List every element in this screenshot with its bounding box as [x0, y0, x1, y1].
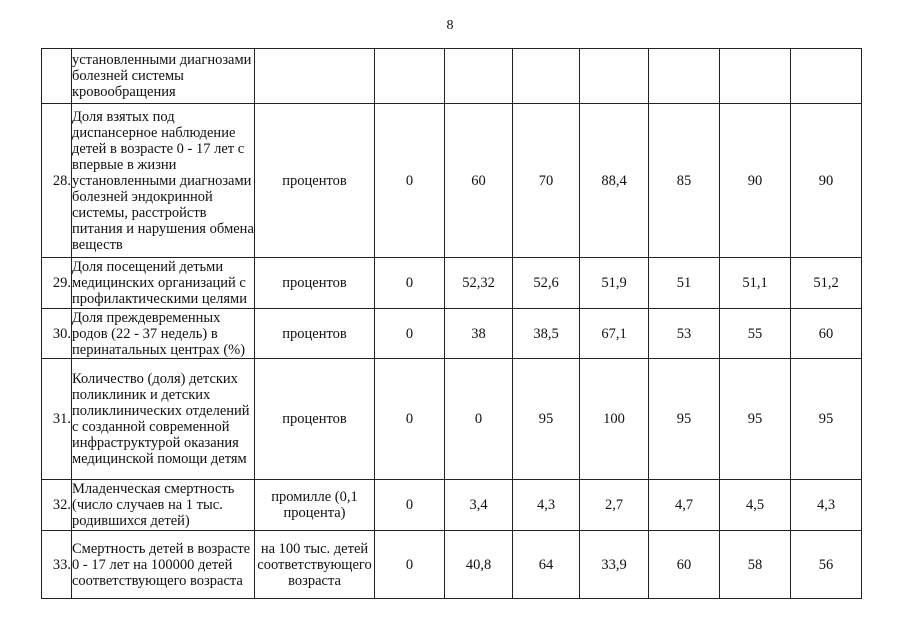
value-cell: 51,1: [720, 258, 791, 309]
value-cell: 40,8: [445, 531, 513, 599]
value-cell: 4,3: [513, 480, 580, 531]
value-cell: 0: [375, 258, 445, 309]
value-cell: 38,5: [513, 309, 580, 359]
indicator-name-cell: Доля посещений детьми медицинских организаций с профилактическими целями: [72, 258, 255, 309]
value-cell: 58: [720, 531, 791, 599]
row-number-cell: 30.: [42, 309, 72, 359]
value-cell: [720, 49, 791, 104]
row-number-cell: 29.: [42, 258, 72, 309]
unit-cell: процентов: [255, 309, 375, 359]
table-row: [42, 531, 862, 599]
value-cell: [445, 49, 513, 104]
page-number: 8: [446, 18, 454, 33]
value-cell: 90: [791, 104, 862, 258]
indicator-name-cell: Смертность детей в возрасте 0 - 17 лет на 100000 детей соответствующего возраста: [72, 531, 255, 599]
row-number-cell: 32.: [42, 480, 72, 531]
value-cell: 0: [375, 359, 445, 480]
row-number-cell: 33.: [42, 531, 72, 599]
value-cell: 0: [375, 309, 445, 359]
value-cell: 2,7: [580, 480, 649, 531]
indicator-name-cell: Младенческая смертность (число случаев на 1 тыс. родившихся детей): [72, 480, 255, 531]
value-cell: 51: [649, 258, 720, 309]
unit-cell: процентов: [255, 104, 375, 258]
table-row: [42, 480, 862, 531]
table-row: [42, 309, 862, 359]
value-cell: 95: [649, 359, 720, 480]
indicator-name-cell: установленными диагнозами болезней системы кровообращения: [72, 49, 255, 104]
unit-cell: процентов: [255, 258, 375, 309]
value-cell: 95: [513, 359, 580, 480]
unit-cell: процентов: [255, 359, 375, 480]
value-cell: 33,9: [580, 531, 649, 599]
indicators-table: [41, 48, 862, 599]
row-number-cell: [42, 49, 72, 104]
value-cell: [791, 49, 862, 104]
row-number-cell: 31.: [42, 359, 72, 480]
value-cell: 90: [720, 104, 791, 258]
value-cell: [513, 49, 580, 104]
unit-cell: на 100 тыс. детей соответствующего возраста: [255, 531, 375, 599]
value-cell: 3,4: [445, 480, 513, 531]
value-cell: 52,32: [445, 258, 513, 309]
indicator-name-cell: Количество (доля) детских поликлиник и детских поликлинических отделений с созданной современной инфраструктурой оказания медицинской помощи детям: [72, 359, 255, 480]
value-cell: 95: [791, 359, 862, 480]
value-cell: 0: [375, 104, 445, 258]
value-cell: 4,5: [720, 480, 791, 531]
value-cell: 0: [445, 359, 513, 480]
value-cell: 53: [649, 309, 720, 359]
unit-cell: промилле (0,1 процента): [255, 480, 375, 531]
value-cell: [375, 49, 445, 104]
value-cell: 55: [720, 309, 791, 359]
value-cell: 67,1: [580, 309, 649, 359]
value-cell: 51,2: [791, 258, 862, 309]
value-cell: 51,9: [580, 258, 649, 309]
table-row-continuation: [42, 49, 862, 104]
value-cell: 95: [720, 359, 791, 480]
value-cell: 88,4: [580, 104, 649, 258]
row-number-cell: 28.: [42, 104, 72, 258]
value-cell: 85: [649, 104, 720, 258]
value-cell: 4,3: [791, 480, 862, 531]
value-cell: 100: [580, 359, 649, 480]
value-cell: [580, 49, 649, 104]
value-cell: 56: [791, 531, 862, 599]
value-cell: 64: [513, 531, 580, 599]
indicator-name-cell: Доля взятых под диспансерное наблюдение детей в возрасте 0 - 17 лет с впервые в жизни установленными диагнозами болезней эндокринной системы, расстройств питания и нарушения обмена веществ: [72, 104, 255, 258]
value-cell: [649, 49, 720, 104]
table-row: [42, 258, 862, 309]
unit-cell: [255, 49, 375, 104]
indicator-name-cell: Доля преждевременных родов (22 - 37 недель) в перинатальных центрах (%): [72, 309, 255, 359]
value-cell: 60: [445, 104, 513, 258]
table-row: [42, 104, 862, 258]
value-cell: 70: [513, 104, 580, 258]
value-cell: 0: [375, 531, 445, 599]
value-cell: 60: [649, 531, 720, 599]
table-row: [42, 359, 862, 480]
value-cell: 38: [445, 309, 513, 359]
value-cell: 52,6: [513, 258, 580, 309]
value-cell: 4,7: [649, 480, 720, 531]
value-cell: 0: [375, 480, 445, 531]
value-cell: 60: [791, 309, 862, 359]
